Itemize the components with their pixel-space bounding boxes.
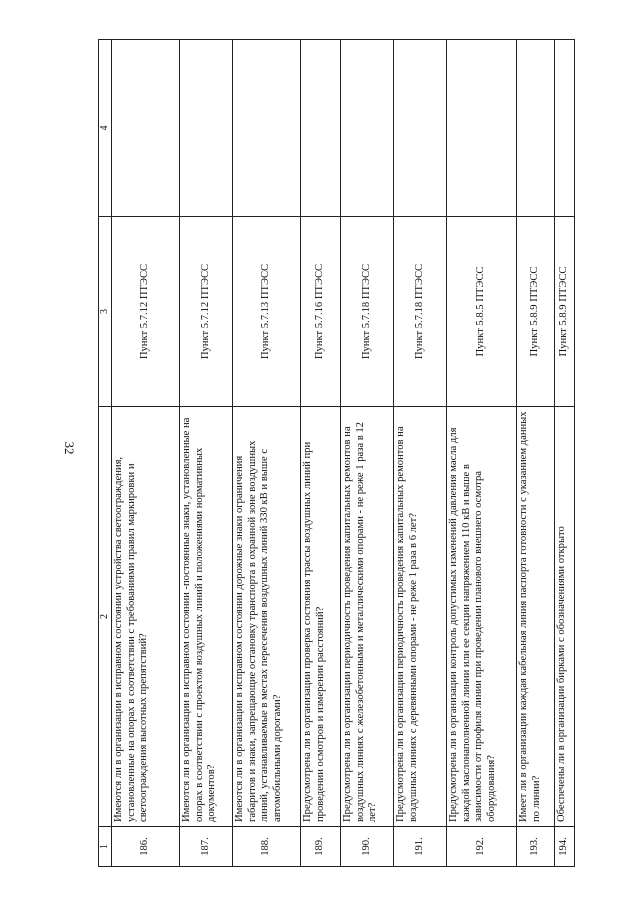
row-question: Имеет ли в организации каждая кабельная линия паспорта готовности с указанием данных по линии? [517, 407, 555, 827]
row-notes-cell [394, 40, 447, 217]
row-notes-cell [301, 40, 341, 217]
row-notes-cell [180, 40, 233, 217]
column-number-1: 1 [99, 827, 112, 867]
column-number-4: 4 [99, 40, 112, 217]
row-number: 191. [394, 827, 447, 867]
row-reference: Пункт 5.7.16 ПТЭСС [301, 217, 341, 407]
row-reference: Пункт 5.8.9 ПТЭСС [555, 217, 575, 407]
row-number: 194. [555, 827, 575, 867]
checklist-table [98, 39, 575, 867]
row-reference: Пункт 5.7.13 ПТЭСС [233, 217, 301, 407]
row-reference: Пункт 5.7.18 ПТЭСС [394, 217, 447, 407]
row-number: 187. [180, 827, 233, 867]
row-reference: Пункт 5.8.5 ПТЭСС [447, 217, 517, 407]
row-notes-cell [233, 40, 301, 217]
table-row [301, 40, 341, 867]
table-row [447, 40, 517, 867]
row-number: 190. [341, 827, 394, 867]
row-question: Предусмотрена ли в организации периодичность проведения капитальных ремонтов на воздушных линиях с железобетонными и металлическими опорами - не реже 1 раза в 12 лет? [341, 407, 394, 827]
row-question: Обеспечены ли в организации бирками с обозначениями открыто [555, 407, 575, 827]
column-number-2: 2 [99, 407, 112, 827]
row-question: Имеются ли в организации в исправном состоянии устройства светоограждения, установленные на опорах в соответствии с требованиями правил маркировки и светоограждения высотных препятствий? [112, 407, 180, 827]
row-notes-cell [517, 40, 555, 217]
row-reference: Пункт 5.7.12 ПТЭСС [180, 217, 233, 407]
row-number: 193. [517, 827, 555, 867]
table-row [180, 40, 233, 867]
row-question: Предусмотрена ли в организации контроль допустимых изменений давления масла для каждой маслонаполненной линии или ее секции напряжением 110 кВ и выше в зависимости от профиля линии при проведении планового внешнего осмотра оборудования? [447, 407, 517, 827]
table-row [517, 40, 555, 867]
row-notes-cell [555, 40, 575, 217]
row-number: 188. [233, 827, 301, 867]
row-number: 192. [447, 827, 517, 867]
rotated-table-container [98, 40, 570, 867]
row-notes-cell [447, 40, 517, 217]
table-row [233, 40, 301, 867]
row-question: Имеются ли в организации в исправном состоянии дорожные знаки ограничения габаритов и знаки, запрещающие остановку транспорта в охранной зоне воздушных линий, устанавливаемые в местах пересечения воздушных линий 330 кВ и выше с автомобильными дорогами? [233, 407, 301, 827]
table-row [394, 40, 447, 867]
row-notes-cell [112, 40, 180, 217]
column-number-3: 3 [99, 217, 112, 407]
table-row [555, 40, 575, 867]
row-number: 186. [112, 827, 180, 867]
row-reference: Пункт 5.7.12 ПТЭСС [112, 217, 180, 407]
row-notes-cell [341, 40, 394, 217]
row-question: Предусмотрена ли в организации периодичность проведения капитальных ремонтов на воздушных линиях с деревянными опорами - не реже 1 раза в 6 лет? [394, 407, 447, 827]
row-reference: Пункт 5.7.18 ПТЭСС [341, 217, 394, 407]
table-row [341, 40, 394, 867]
page-number: 32 [62, 441, 77, 455]
row-reference: Пункт 5.8.9 ПТЭСС [517, 217, 555, 407]
row-question: Имеются ли в организации в исправном состоянии -постоянные знаки, установленные на опорах в соответствии с проектом воздушных линий и положениями нормативных документов? [180, 407, 233, 827]
row-number: 189. [301, 827, 341, 867]
row-question: Предусмотрена ли в организации проверка состояния трассы воздушных линий при проведении осмотров и измерении расстояний? [301, 407, 341, 827]
column-number-row [99, 40, 112, 867]
table-row [112, 40, 180, 867]
